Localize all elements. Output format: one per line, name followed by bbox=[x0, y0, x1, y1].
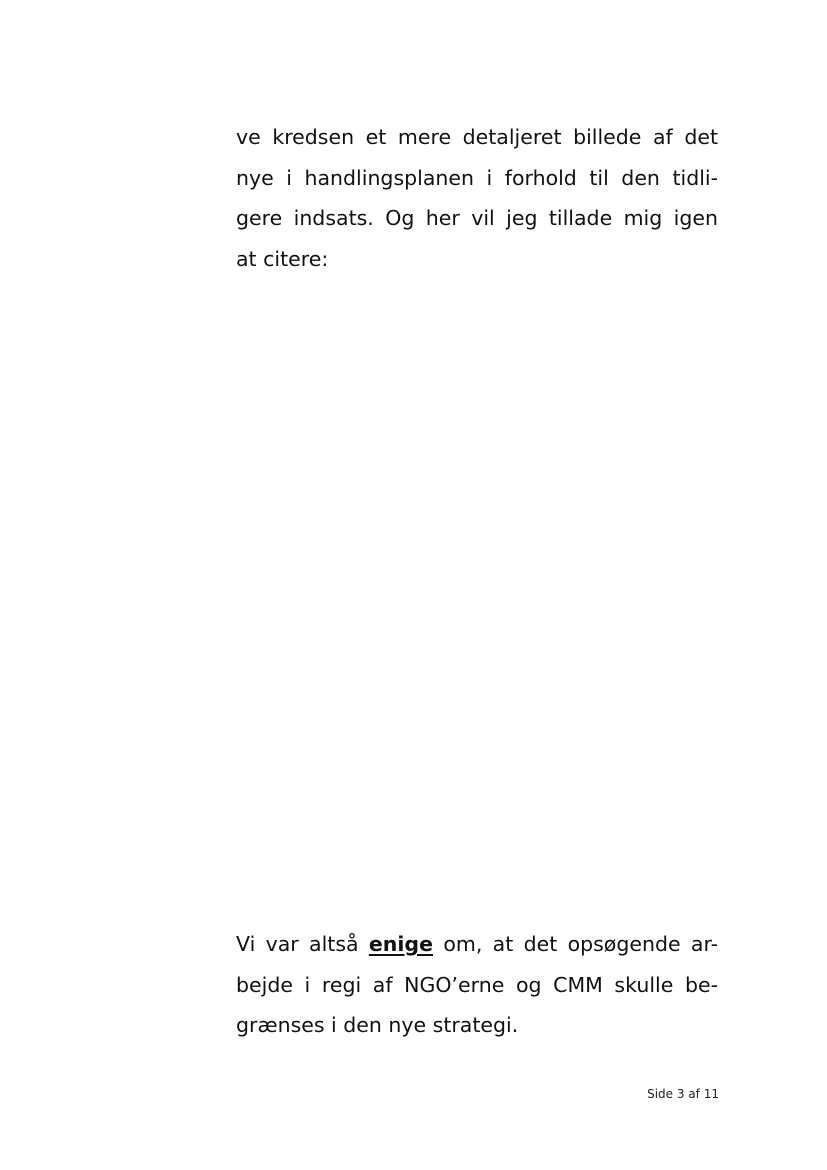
paragraph-top-line-3: gere indsats. Og her vil jeg tillade mig igen bbox=[236, 206, 718, 230]
paragraph-top-line-4: at citere: bbox=[236, 246, 329, 271]
paragraph-top-line-2: nye i handlingsplanen i forhold til den tidli- bbox=[236, 165, 718, 190]
emphasized-word: enige bbox=[368, 932, 433, 956]
paragraph-top-line-1: ve kredsen et mere detaljeret billede af det bbox=[236, 125, 718, 149]
paragraph-top bbox=[236, 117, 718, 279]
paragraph-bottom-line-3: grænses i den nye strategi. bbox=[236, 1013, 519, 1037]
paragraph-bottom-line-1-end: om, at det opsøgende ar- bbox=[433, 932, 718, 956]
page-number: Side 3 af 11 bbox=[647, 1087, 719, 1101]
paragraph-bottom-line-1-start: Vi var altså bbox=[236, 932, 369, 956]
paragraph-bottom bbox=[236, 924, 718, 1046]
paragraph-bottom-line-2: bejde i regi af NGO’erne og CMM skulle be- bbox=[236, 972, 718, 997]
paragraph-bottom-line-1 bbox=[236, 924, 718, 965]
